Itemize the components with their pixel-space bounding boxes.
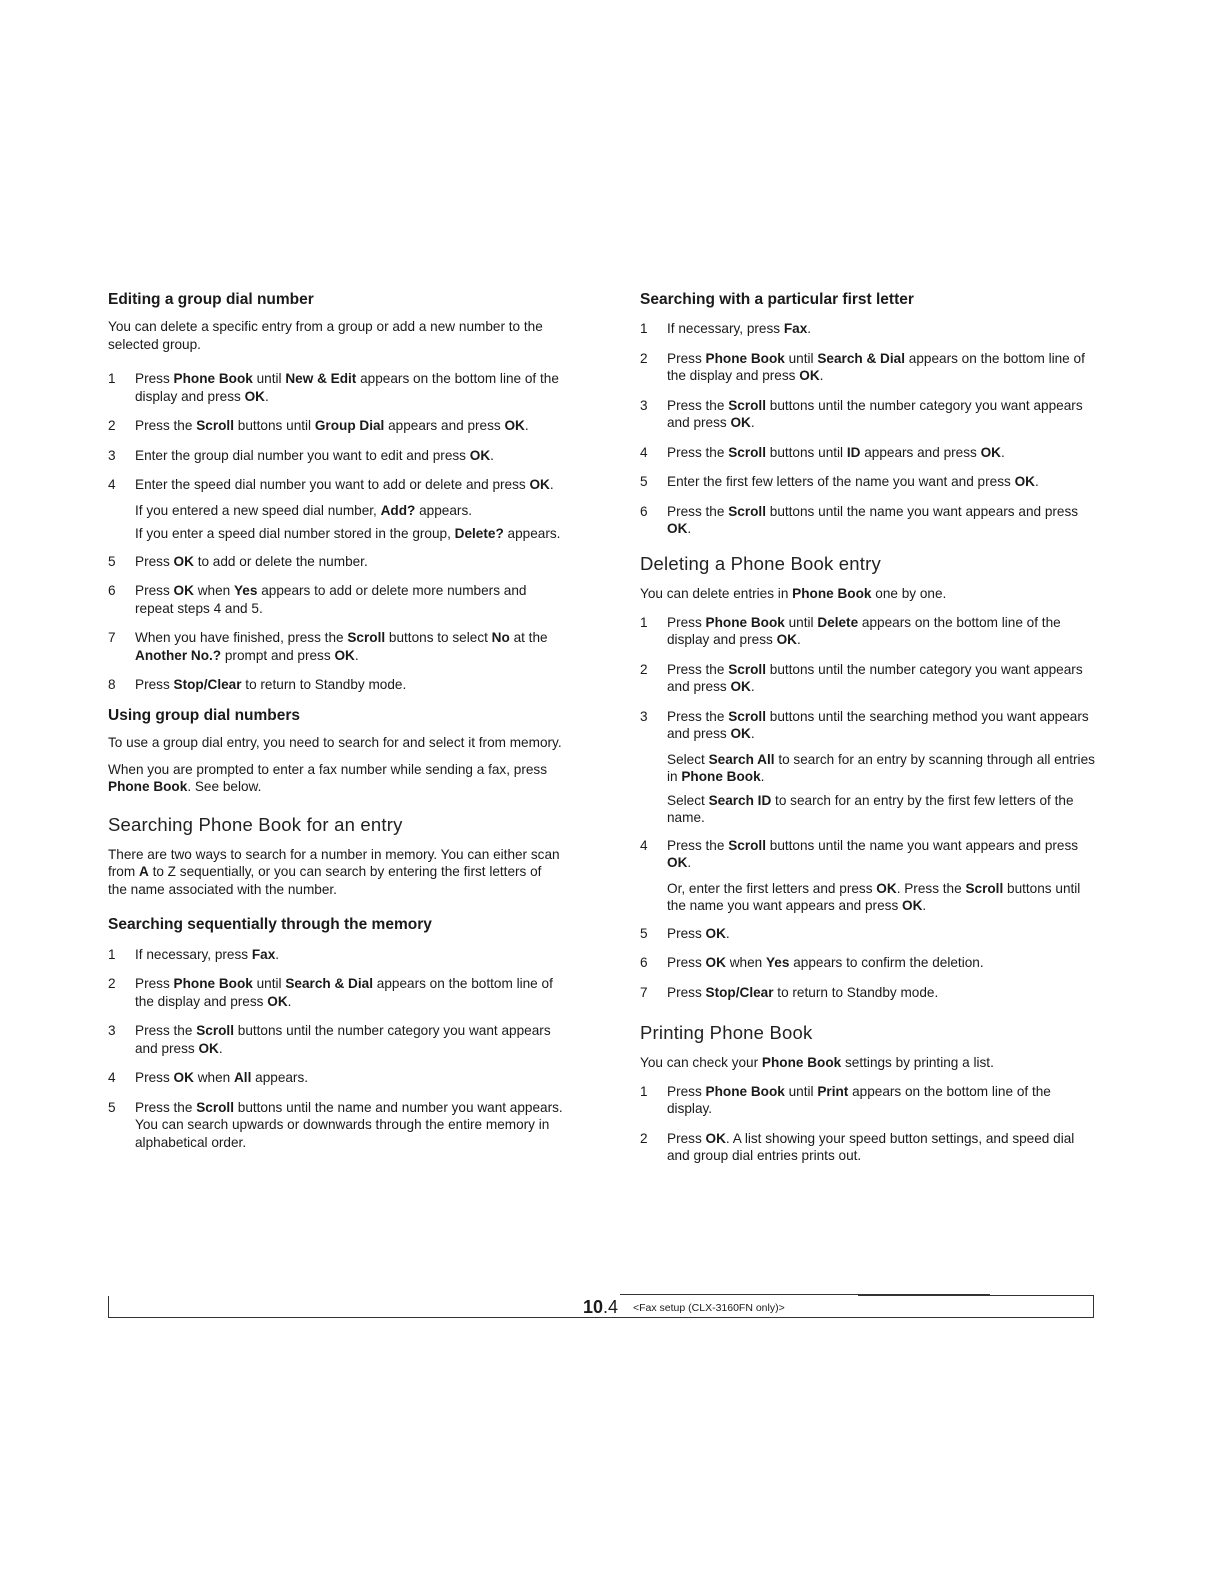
- deleting-note-enter-letters: Or, enter the first letters and press OK. Press the Scroll buttons until the name you want appears and press OK.: [667, 880, 1081, 913]
- first-letter-steps: [640, 320, 1095, 538]
- step-text: Press OK.: [667, 925, 730, 941]
- step-number: 7: [640, 984, 648, 1000]
- step-number: 2: [640, 350, 648, 366]
- first-letter-heading: Searching with a particular first letter: [640, 291, 914, 308]
- step-text: Press OK when All appears.: [135, 1070, 309, 1086]
- step-item: [640, 397, 1095, 432]
- step-item: [640, 1083, 1095, 1118]
- step-number: 3: [108, 447, 116, 463]
- using-para-1: To use a group dial entry, you need to search for and select it from memory.: [108, 735, 562, 751]
- step-number: 2: [108, 418, 116, 434]
- deleting-steps-continued: [640, 837, 1095, 872]
- step-number: 4: [108, 477, 116, 493]
- step-number: 1: [640, 1083, 648, 1099]
- deleting-note-search-all: Select Search All to search for an entry by scanning through all entries in Phone Book.: [667, 751, 1095, 784]
- printing-phone-book-heading: Printing Phone Book: [640, 1022, 813, 1043]
- step-item: [108, 1022, 563, 1057]
- searching-sequentially-heading: Searching sequentially through the memory: [108, 916, 432, 934]
- step-text: Press Phone Book until New & Edit appears on the bottom line of the display and press OK.: [135, 371, 559, 404]
- deleting-steps-final: [640, 925, 1095, 1002]
- page-number-sub: .4: [603, 1297, 619, 1317]
- step-text: Enter the group dial number you want to edit and press OK.: [135, 447, 494, 463]
- step-item: [108, 476, 563, 494]
- step-item: [108, 1069, 563, 1087]
- step-text: Press Phone Book until Search & Dial appears on the bottom line of the display and press OK.: [135, 976, 553, 1009]
- step-text: Press the Scroll buttons until Group Dial appears and press OK.: [135, 418, 529, 434]
- step-text: Press Stop/Clear to return to Standby mode.: [135, 677, 407, 693]
- step-item: [108, 1099, 563, 1152]
- editing-note-add: If you entered a new speed dial number, Add? appears.: [135, 502, 473, 518]
- step-text: Press OK when Yes appears to add or delete more numbers and repeat steps 4 and 5.: [135, 583, 527, 616]
- right-column: [640, 290, 1095, 1177]
- step-item: [640, 984, 1095, 1002]
- step-text: Press the Scroll buttons until the name you want appears and press OK.: [667, 503, 1079, 537]
- step-item: [108, 582, 563, 617]
- step-number: 5: [640, 474, 648, 490]
- step-text: If necessary, press Fax.: [135, 946, 280, 962]
- step-item: [108, 975, 563, 1010]
- printing-intro: You can check your Phone Book settings by printing a list.: [640, 1055, 994, 1071]
- step-number: 1: [640, 321, 648, 337]
- step-text: Press Phone Book until Delete appears on the bottom line of the display and press OK.: [667, 614, 1061, 647]
- step-item: [108, 946, 563, 964]
- step-number: 3: [108, 1023, 116, 1039]
- step-number: 7: [108, 630, 116, 646]
- step-number: 6: [108, 583, 116, 599]
- step-text: Enter the speed dial number you want to add or delete and press OK.: [135, 477, 554, 493]
- step-text: Press the Scroll buttons until the searching method you want appears and press OK.: [667, 708, 1089, 741]
- step-text: Press the Scroll buttons until the name and number you want appears. You can search upwards or downwards through the entire memory in alphabetical order.: [135, 1099, 563, 1150]
- step-item: [108, 553, 563, 571]
- step-number: 8: [108, 677, 116, 693]
- step-number: 4: [640, 444, 648, 460]
- step-number: 3: [640, 708, 648, 724]
- step-item: [640, 503, 1095, 538]
- page-number: [583, 1296, 618, 1318]
- editing-steps: [108, 370, 563, 494]
- step-number: 5: [108, 553, 116, 569]
- step-item: [108, 447, 563, 465]
- step-text: Enter the first few letters of the name you want and press OK.: [667, 474, 1039, 490]
- using-group-dial-heading: Using group dial numbers: [108, 706, 301, 724]
- editing-intro: You can delete a specific entry from a group or add a new number to the selected group.: [108, 319, 543, 352]
- using-para-2: When you are prompted to enter a fax number while sending a fax, press Phone Book. See below.: [108, 761, 548, 795]
- step-text: Press OK when Yes appears to confirm the deletion.: [667, 955, 984, 970]
- step-text: Press the Scroll buttons until the number category you want appears and press OK.: [667, 397, 1083, 431]
- step-number: 2: [640, 661, 648, 677]
- step-number: 5: [640, 925, 648, 941]
- page-number-chapter: 10: [583, 1297, 604, 1317]
- step-item: [640, 661, 1095, 696]
- searching-intro: There are two ways to search for a number in memory. You can either scan from A to Z sequentially, or you can search by entering the first letters of the name associated with the number.: [108, 846, 560, 897]
- step-item: [640, 473, 1095, 491]
- step-item: [108, 417, 563, 435]
- deleting-intro: You can delete entries in Phone Book one by one.: [640, 586, 947, 601]
- step-text: Press OK. A list showing your speed button settings, and speed dial and group dial entries prints out.: [667, 1130, 1075, 1164]
- step-text: Press the Scroll buttons until the number category you want appears and press OK.: [667, 661, 1083, 694]
- step-number: 2: [108, 976, 116, 992]
- footer-chapter-title: <Fax setup (CLX-3160FN only)>: [633, 1302, 785, 1314]
- editing-note-delete: If you enter a speed dial number stored in the group, Delete? appears.: [135, 526, 561, 542]
- step-text: Press Phone Book until Print appears on the bottom line of the display.: [667, 1083, 1051, 1117]
- printing-steps: [640, 1083, 1095, 1165]
- step-item: [640, 350, 1095, 385]
- step-item: [640, 444, 1095, 462]
- step-item: [640, 708, 1095, 743]
- step-item: [108, 629, 563, 664]
- step-number: 2: [640, 1130, 648, 1146]
- step-item: [640, 925, 1095, 943]
- step-item: [108, 676, 563, 694]
- step-number: 4: [108, 1070, 116, 1086]
- step-item: [640, 954, 1095, 972]
- step-item: [640, 614, 1095, 649]
- step-number: 1: [108, 946, 116, 962]
- step-text: Press Phone Book until Search & Dial appears on the bottom line of the display and press OK.: [667, 350, 1085, 384]
- left-column: [108, 290, 563, 1163]
- editing-group-dial-heading: Editing a group dial number: [108, 291, 314, 308]
- step-text: Press OK to add or delete the number.: [135, 553, 368, 569]
- sequential-steps: [108, 946, 563, 1152]
- step-text: Press Stop/Clear to return to Standby mode.: [667, 984, 939, 1000]
- step-text: Press the Scroll buttons until the name you want appears and press OK.: [667, 837, 1079, 870]
- deleting-entry-heading: Deleting a Phone Book entry: [640, 552, 881, 574]
- step-item: [640, 320, 1095, 338]
- step-number: 1: [640, 614, 648, 630]
- deleting-note-search-id: Select Search ID to search for an entry by the first few letters of the name.: [667, 792, 1074, 825]
- step-number: 6: [640, 955, 648, 970]
- step-text: Press the Scroll buttons until ID appears and press OK.: [667, 444, 1005, 460]
- editing-steps-continued: [108, 553, 563, 694]
- deleting-steps: [640, 614, 1095, 743]
- step-number: 3: [640, 397, 648, 413]
- step-text: Press the Scroll buttons until the number category you want appears and press OK.: [135, 1023, 551, 1056]
- step-item: [640, 1130, 1095, 1165]
- step-number: 4: [640, 837, 648, 853]
- step-number: 1: [108, 371, 116, 387]
- step-item: [640, 837, 1095, 872]
- step-item: [108, 370, 563, 405]
- step-number: 6: [640, 503, 648, 519]
- step-number: 5: [108, 1099, 116, 1115]
- searching-phone-book-heading: Searching Phone Book for an entry: [108, 813, 403, 835]
- step-text: When you have finished, press the Scroll buttons to select No at the Another No.? prompt and press OK.: [135, 630, 548, 663]
- step-text: If necessary, press Fax.: [667, 321, 812, 337]
